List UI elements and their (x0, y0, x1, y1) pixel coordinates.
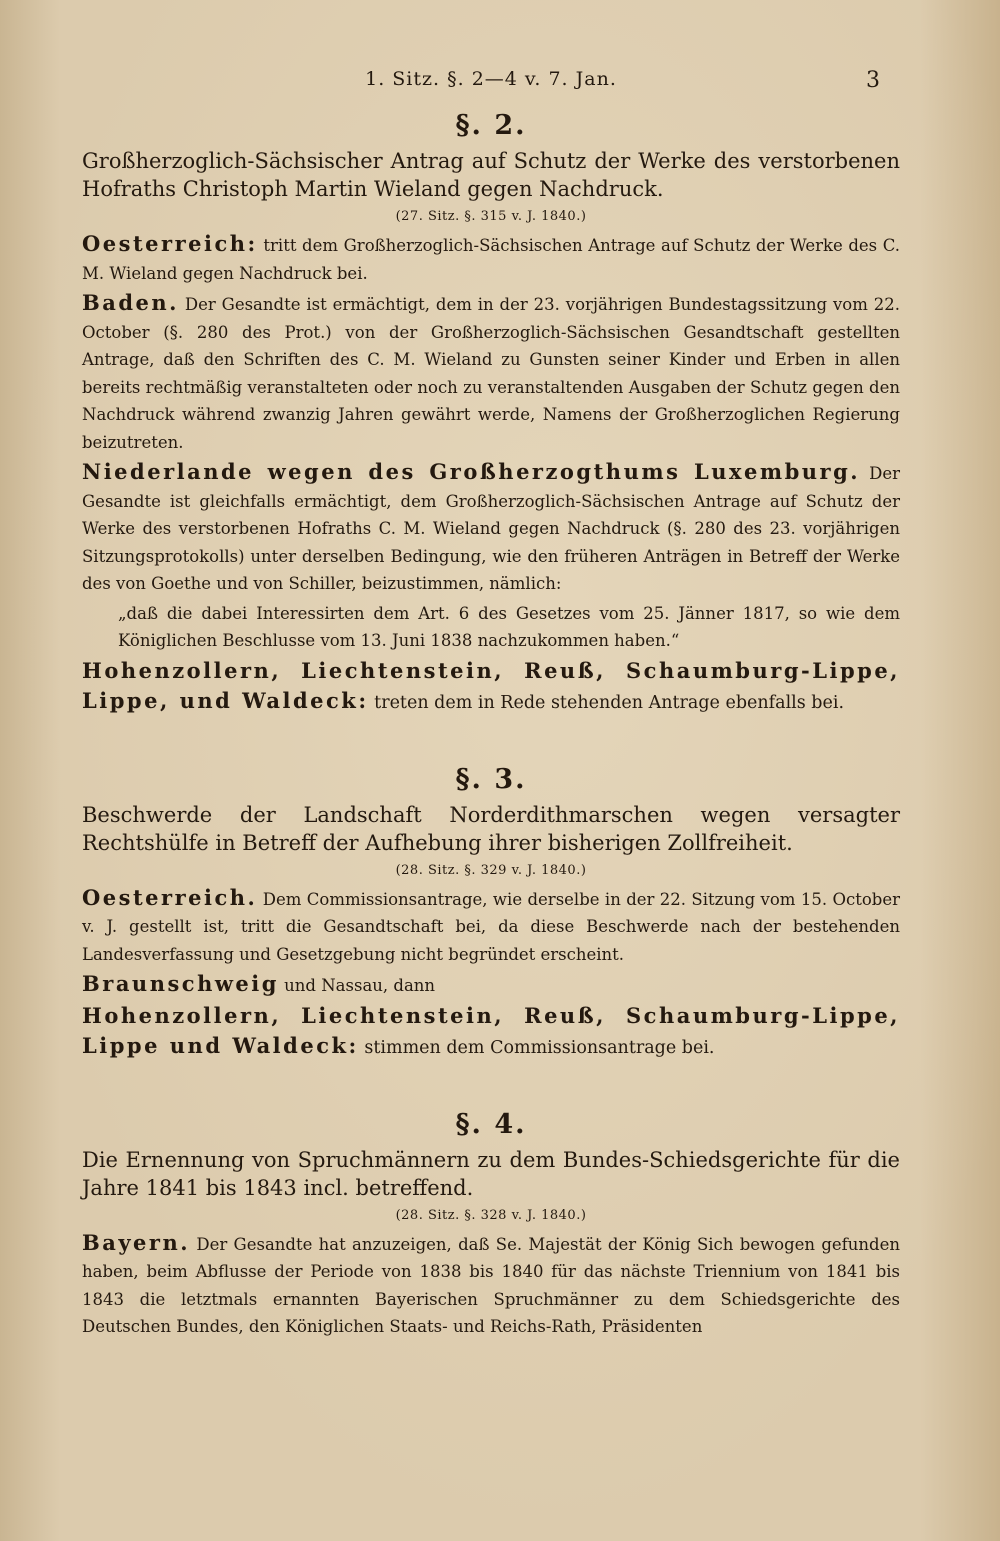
state-name: Braunschweig (82, 971, 279, 996)
vote-text: Der Gesandte ist gleichfalls ermächtigt, dem Großherzoglich-Sächsischen Antrage auf Schutz der Werke des verstorbenen Hofraths C. M. Wieland gegen Nachdruck (§. 280 des 23. vorjährigen Sitzungsprotokolls) unter derselben Bedingung, wie den früheren Anträgen in Betreff der Werke des von Goethe und von Schiller, beizustimmen, nämlich: (82, 464, 900, 593)
section-number: §. 3. (455, 763, 527, 795)
page-number: 3 (866, 68, 880, 93)
vote-paragraph (82, 657, 900, 718)
section-3 (82, 764, 900, 1063)
state-name: Baden. (82, 290, 179, 315)
section-number: §. 2. (455, 110, 527, 141)
section-title: Großherzoglich-Sächsischer Antrag auf Schutz der Werke des verstorbenen Hofraths Christoph Martin Wieland gegen Nachdruck. (82, 149, 900, 201)
state-name: Oesterreich. (82, 884, 258, 910)
state-name: Niederlande wegen des Großherzogthums Luxemburg. (82, 459, 861, 484)
vote-text: und Nassau, dann (278, 976, 436, 995)
section-title: Die Ernennung von Spruchmännern zu dem Bundes-Schiedsgerichte für die Jahre 1841 bis 1843 incl. betreffend. (82, 1147, 900, 1200)
section-reference: (28. Sitz. §. 328 v. J. 1840.) (395, 1207, 587, 1223)
vote-paragraph (82, 289, 900, 456)
vote-paragraph (82, 1002, 900, 1063)
section-title: Beschwerde der Landschaft Norderdithmarschen wegen versagter Rechtshülfe in Betreff der Aufhebung ihrer bisherigen Zollfreiheit. (82, 802, 900, 855)
section-number: §. 4. (455, 1108, 527, 1140)
state-name: Oesterreich: (82, 231, 258, 256)
section-reference: (28. Sitz. §. 329 v. J. 1840.) (395, 862, 587, 878)
section-2 (82, 110, 900, 718)
vote-text: Dem Commissionsantrage, wie derselbe in der 22. Sitzung vom 15. October v. J. gestellt ist, tritt die Gesandtschaft bei, da diese Beschwerde nach der bestehenden Landesverfassung und Gesetzgebung nicht begründet erscheint. (82, 889, 900, 964)
state-name: Hohenzollern, Liechtenstein, Reuß, Schaumburg-Lippe, Lippe und Waldeck: (82, 1002, 900, 1058)
quoted-condition (82, 600, 900, 655)
vote-text: stimmen dem Commissionsantrage bei. (358, 1038, 715, 1058)
running-title: 1. Sitz. §. 2—4 v. 7. Jan. (365, 68, 617, 90)
section-reference: (27. Sitz. §. 315 v. J. 1840.) (395, 209, 587, 224)
vote-text: Der Gesandte hat anzuzeigen, daß Se. Majestät der König Sich bewogen gefunden haben, beim Abflusse der Periode von 1838 bis 1840 für das nächste Triennium von 1841 bis 1843 die letztmals ernannten Bayerischen Spruchmänner zu dem Schiedsgerichte des Deutschen Bundes, den Königlichen Staats- und Reichs-Rath, Präsidenten (82, 1234, 900, 1336)
vote-paragraph (82, 884, 900, 969)
state-name: Hohenzollern, Liechtenstein, Reuß, Schaumburg-Lippe, Lippe, und Waldeck: (82, 657, 900, 713)
vote-paragraph (82, 230, 900, 287)
vote-text: treten dem in Rede stehenden Antrage ebenfalls bei. (368, 693, 845, 713)
vote-text: tritt dem Großherzoglich-Sächsischen Antrage auf Schutz der Werke des C. M. Wieland gegen Nachdruck bei. (82, 236, 900, 283)
state-name: Bayern. (82, 1229, 191, 1255)
section-4 (82, 1109, 900, 1341)
page-header (82, 62, 900, 96)
vote-text: „daß die dabei Interessirten dem Art. 6 des Gesetzes vom 25. Jänner 1817, so wie dem Königlichen Beschlusse vom 13. Juni 1838 nachzukommen haben.“ (118, 603, 900, 650)
vote-paragraph (82, 1229, 900, 1341)
vote-paragraph (82, 458, 900, 598)
vote-text: Der Gesandte ist ermächtigt, dem in der 23. vorjährigen Bundestagssitzung vom 22. October (§. 280 des Prot.) von der Großherzoglich-Sächsischen Gesandtschaft gestellten Antrage, daß den Schriften des C. M. Wieland zu Gunsten seiner Kinder und Erben in allen bereits rechtmäßig veranstalteten oder noch zu veranstaltenden Ausgaben der Schutz gegen den Nachdruck während zwanzig Jahren gewährt werde, Namens der Großherzoglichen Regierung beizutreten. (82, 295, 900, 452)
vote-paragraph (82, 970, 900, 1000)
